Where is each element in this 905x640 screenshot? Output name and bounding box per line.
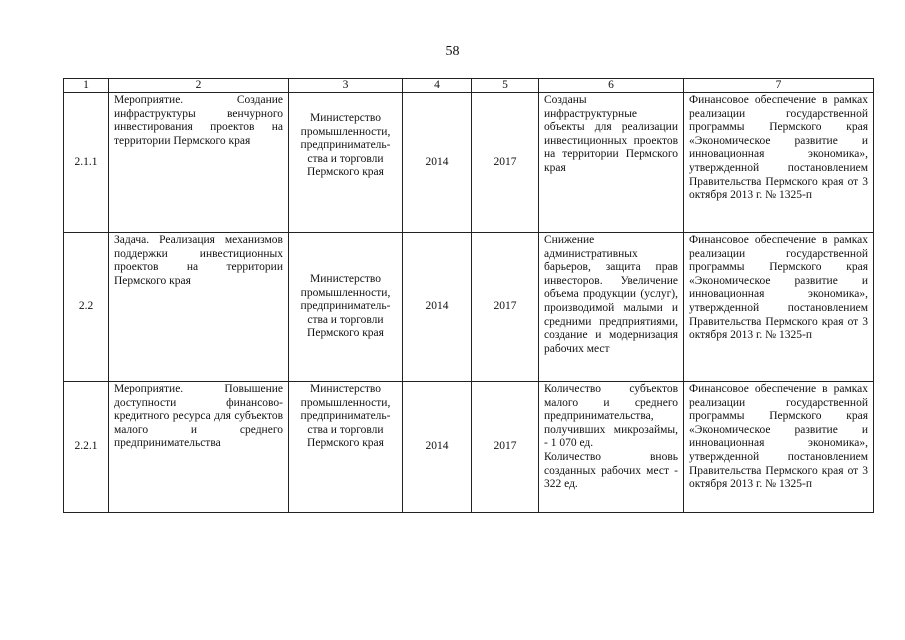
- expected-result: Созданы инфраструктурные объекты для реализации инвестиционных проектов на территории Пермского края: [539, 93, 684, 233]
- responsible-ministry: Министерство промышленности, предпринимательства и торговли Пермского края: [289, 233, 403, 382]
- start-year: 2014: [403, 93, 472, 233]
- financing-source: Финансовое обеспечение в рамках реализации государственной программы Пермского края «Экономическое развитие и инновационная экономика», утвержденной постановлением Правительства Пермского края от 3 октября 2013 г. № 1325-п: [684, 233, 874, 382]
- item-name: Мероприятие. Повышение доступности финансово-кредитного ресурса для субъектов малого и среднего предпринимательства: [109, 382, 289, 513]
- start-year: 2014: [403, 233, 472, 382]
- column-number-row: [64, 79, 874, 93]
- responsible-ministry: Министерство промышленности, предпринимательства и торговли Пермского края: [289, 93, 403, 233]
- column-number: 2: [109, 79, 289, 93]
- responsible-ministry: Министерство промышленности, предпринимательства и торговли Пермского края: [289, 382, 403, 513]
- page-number: 58: [445, 44, 460, 59]
- expected-result: Снижение административных барьеров, защита прав инвесторов. Увеличение объема продукции (услуг), производимой малыми и средними предприятиями, создание и модернизация рабочих мест: [539, 233, 684, 382]
- end-year: 2017: [472, 233, 539, 382]
- table-row: [64, 382, 874, 513]
- item-name: Мероприятие. Создание инфраструктуры венчурного инвестирования проектов на территории Пермского края: [109, 93, 289, 233]
- end-year: 2017: [472, 382, 539, 513]
- column-number: 7: [684, 79, 874, 93]
- column-number: 5: [472, 79, 539, 93]
- result-microloans: Количество субъектов малого и среднего предпринимательства, получивших микрозаймы, - 1 070 ед.: [544, 383, 678, 450]
- column-number: 3: [289, 79, 403, 93]
- result-new-jobs: Количество вновь созданных рабочих мест - 322 ед.: [544, 450, 678, 491]
- end-year: 2017: [472, 93, 539, 233]
- table-row: [64, 93, 874, 233]
- item-name: Задача. Реализация механизмов поддержки инвестиционных проектов на территории Пермского края: [109, 233, 289, 382]
- item-number: 2.2: [64, 233, 109, 382]
- column-number: 4: [403, 79, 472, 93]
- item-number: 2.1.1: [64, 93, 109, 233]
- expected-result: [539, 382, 684, 513]
- table-row: [64, 233, 874, 382]
- item-number: 2.2.1: [64, 382, 109, 513]
- column-number: 6: [539, 79, 684, 93]
- financing-source: Финансовое обеспечение в рамках реализации государственной программы Пермского края «Экономическое развитие и инновационная экономика», утвержденной постановлением Правительства Пермского края от 3 октября 2013 г. № 1325-п: [684, 382, 874, 513]
- column-number: 1: [64, 79, 109, 93]
- financing-source: Финансовое обеспечение в рамках реализации государственной программы Пермского края «Экономическое развитие и инновационная экономика», утвержденной постановлением Правительства Пермского края от 3 октября 2013 г. № 1325-п: [684, 93, 874, 233]
- start-year: 2014: [403, 382, 472, 513]
- plan-table: [63, 78, 874, 513]
